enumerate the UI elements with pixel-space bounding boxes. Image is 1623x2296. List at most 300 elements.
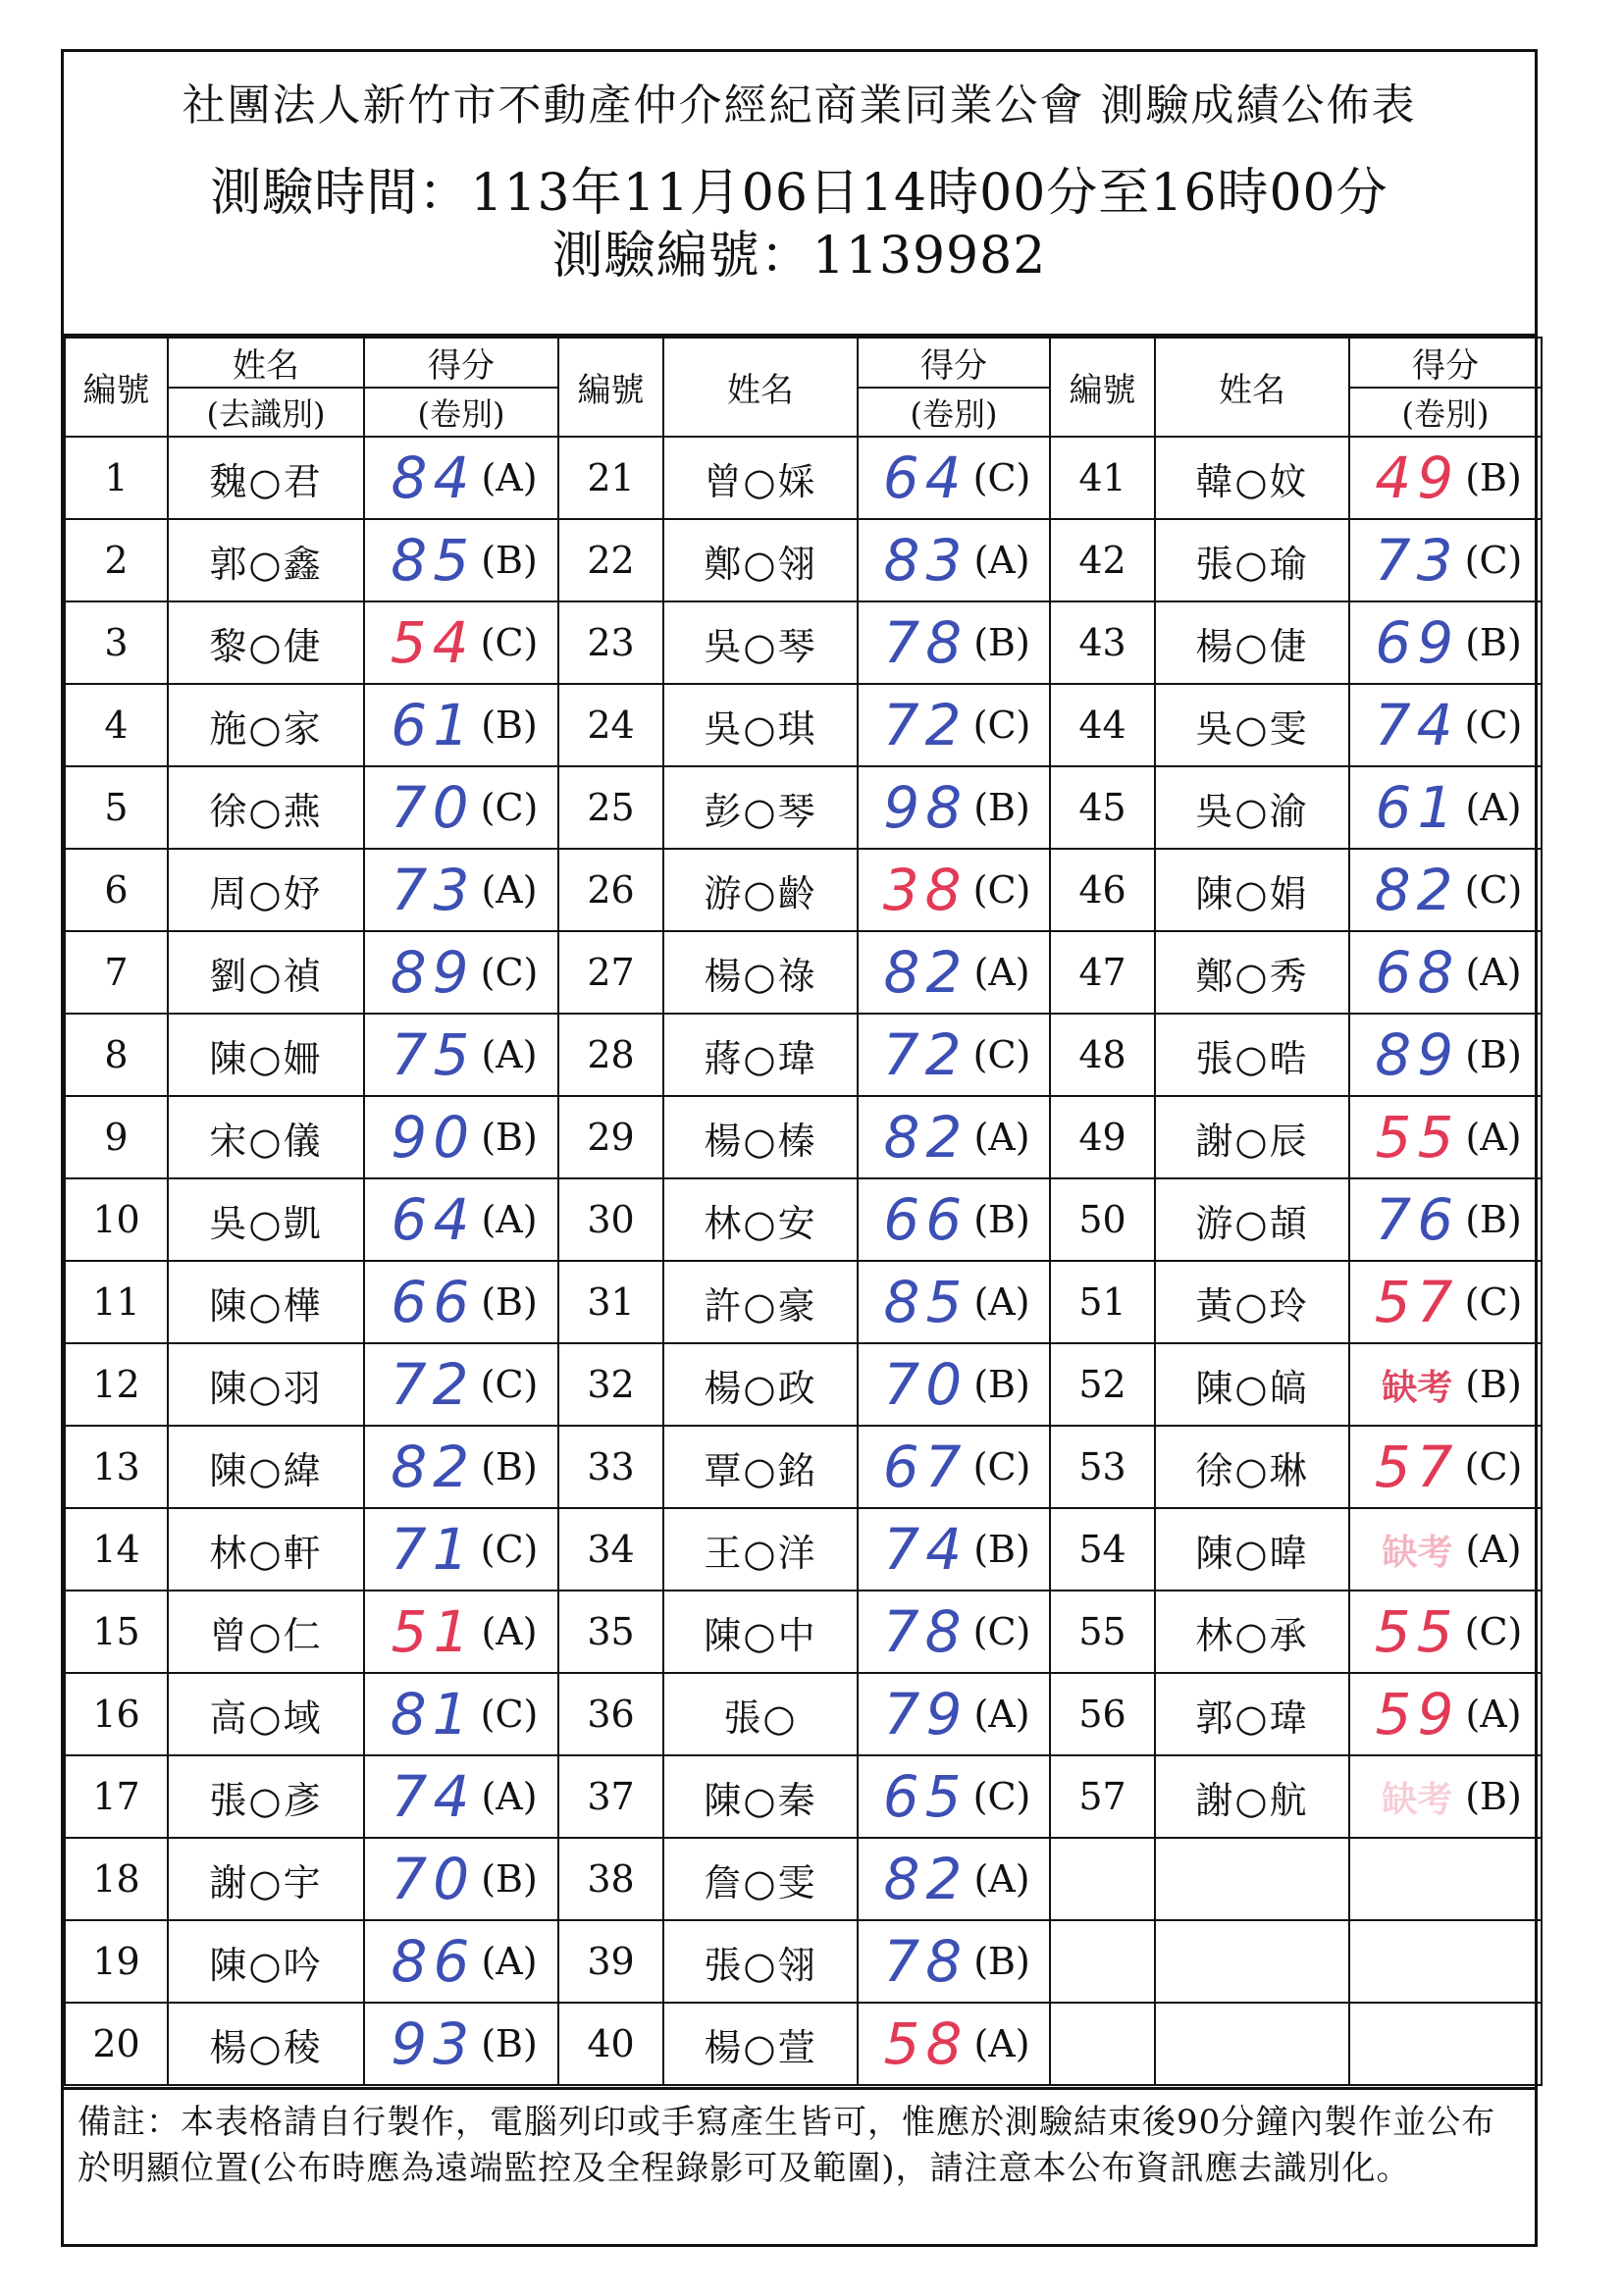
cell-score	[858, 2003, 1050, 2085]
paper-version: (C)	[480, 1693, 539, 1736]
paper-version: (B)	[1465, 621, 1522, 664]
score-value: 70	[390, 774, 475, 841]
paper-version: (C)	[972, 1610, 1031, 1653]
exam-time: 測驗時間：113年11月06日14時00分至16時00分	[210, 164, 1388, 223]
table-row	[65, 1178, 1542, 1261]
score-value: 74	[1374, 692, 1459, 758]
cell-score	[364, 1261, 558, 1343]
cell-score	[858, 1673, 1050, 1755]
cell-name: 施○家	[168, 684, 364, 766]
cell-score	[364, 1014, 558, 1096]
cell-number: 56	[1050, 1673, 1155, 1755]
table-row	[65, 931, 1542, 1014]
paper-version: (A)	[1465, 786, 1522, 829]
cell-score	[858, 766, 1050, 849]
cell-name: 黃○玲	[1155, 1261, 1349, 1343]
cell-score	[1349, 684, 1542, 766]
score-value: 85	[391, 527, 476, 594]
column-subheader-name: (去識別)	[168, 388, 364, 437]
score-value: 55	[1375, 1104, 1460, 1171]
cell-name: 陳○皜	[1155, 1343, 1349, 1426]
cell-name: 覃○銘	[663, 1426, 858, 1508]
cell-number: 12	[65, 1343, 168, 1426]
column-header-score: 得分	[364, 338, 558, 388]
cell-name: 吳○琪	[663, 684, 858, 766]
cell-name: 陳○娟	[1155, 849, 1349, 931]
cell-score	[364, 1508, 558, 1591]
cell-score	[364, 931, 558, 1014]
cell-number	[1050, 1838, 1155, 1920]
paper-version: (B)	[1465, 1198, 1522, 1241]
paper-version: (A)	[481, 1610, 538, 1653]
cell-number: 23	[558, 601, 663, 684]
cell-number: 10	[65, 1178, 168, 1261]
cell-name: 徐○燕	[168, 766, 364, 849]
paper-version: (A)	[973, 1857, 1030, 1901]
cell-number: 27	[558, 931, 663, 1014]
cell-score	[364, 684, 558, 766]
score-value: 74	[883, 1516, 969, 1583]
table-row	[65, 766, 1542, 849]
score-value: 70	[883, 1351, 969, 1418]
cell-score	[364, 766, 558, 849]
cell-name: 張○	[663, 1673, 858, 1755]
cell-score	[858, 1755, 1050, 1838]
table-row	[65, 1426, 1542, 1508]
cell-number: 31	[558, 1261, 663, 1343]
cell-score	[1349, 1096, 1542, 1178]
cell-score	[858, 1920, 1050, 2003]
cell-name: 謝○辰	[1155, 1096, 1349, 1178]
cell-number: 25	[558, 766, 663, 849]
cell-score	[1349, 2003, 1542, 2085]
paper-version: (A)	[973, 539, 1030, 582]
score-value: 64	[391, 1186, 476, 1253]
cell-number: 36	[558, 1673, 663, 1755]
cell-number: 38	[558, 1838, 663, 1920]
paper-version: (B)	[973, 1528, 1030, 1571]
cell-number: 40	[558, 2003, 663, 2085]
paper-version: (A)	[481, 868, 538, 912]
cell-name: 彭○琴	[663, 766, 858, 849]
score-value: 缺考	[1382, 1532, 1453, 1573]
cell-score	[364, 1920, 558, 2003]
paper-version: (B)	[481, 1445, 538, 1488]
exam-code: 測驗編號：1139982	[551, 227, 1047, 286]
score-value: 66	[883, 1186, 969, 1253]
cell-score	[1349, 1755, 1542, 1838]
score-value: 61	[1375, 774, 1460, 841]
paper-version: (A)	[481, 456, 538, 499]
column-header-score: 得分	[858, 338, 1050, 388]
cell-name: 高○域	[168, 1673, 364, 1755]
score-value: 70	[391, 1846, 476, 1912]
cell-number: 19	[65, 1920, 168, 2003]
paper-version: (C)	[1464, 1445, 1523, 1488]
paper-version: (B)	[973, 1363, 1030, 1406]
cell-score	[858, 1178, 1050, 1261]
cell-number: 37	[558, 1755, 663, 1838]
score-value: 72	[390, 1351, 475, 1418]
cell-name: 蔣○瑋	[663, 1014, 858, 1096]
score-value: 79	[883, 1681, 969, 1748]
score-value: 64	[882, 444, 968, 511]
paper-version: (A)	[1465, 1693, 1522, 1736]
paper-version: (C)	[480, 1363, 539, 1406]
cell-score	[364, 1838, 558, 1920]
cell-number: 16	[65, 1673, 168, 1755]
table-row	[65, 1096, 1542, 1178]
cell-score	[1349, 1673, 1542, 1755]
cell-name: 張○彥	[168, 1755, 364, 1838]
cell-name: 吳○琴	[663, 601, 858, 684]
cell-number: 6	[65, 849, 168, 931]
paper-version: (A)	[973, 1116, 1030, 1159]
cell-name: 韓○妏	[1155, 437, 1349, 519]
cell-name: 曾○婇	[663, 437, 858, 519]
cell-name: 許○豪	[663, 1261, 858, 1343]
table-row	[65, 1838, 1542, 1920]
cell-score	[364, 2003, 558, 2085]
score-value: 82	[1374, 857, 1459, 923]
score-value: 84	[391, 444, 476, 511]
cell-score	[858, 849, 1050, 931]
cell-score	[364, 1178, 558, 1261]
score-value: 57	[1374, 1269, 1459, 1335]
paper-version: (C)	[972, 456, 1031, 499]
paper-version: (C)	[972, 1445, 1031, 1488]
cell-name: 楊○榛	[663, 1096, 858, 1178]
cell-name: 王○洋	[663, 1508, 858, 1591]
cell-number: 48	[1050, 1014, 1155, 1096]
cell-name: 陳○姍	[168, 1014, 364, 1096]
cell-number: 52	[1050, 1343, 1155, 1426]
cell-number	[1050, 2003, 1155, 2085]
cell-name: 陳○吟	[168, 1920, 364, 2003]
score-value: 76	[1375, 1186, 1460, 1253]
cell-score	[1349, 1426, 1542, 1508]
footnote: 備註：本表格請自行製作，電腦列印或手寫產生皆可，惟應於測驗結束後90分鐘內製作並公布於明顯位置(公布時應為遠端監控及全程錄影可及範圍)，請注意本公布資訊應去識別化。	[64, 2087, 1535, 2244]
cell-score	[858, 1014, 1050, 1096]
cell-score	[1349, 1838, 1542, 1920]
cell-number: 24	[558, 684, 663, 766]
cell-score	[1349, 1178, 1542, 1261]
cell-name: 郭○瑋	[1155, 1673, 1349, 1755]
paper-version: (B)	[481, 704, 538, 747]
cell-score	[364, 1591, 558, 1673]
table-row	[65, 2003, 1542, 2085]
cell-score	[364, 1755, 558, 1838]
column-subheader-score: (卷別)	[364, 388, 558, 437]
score-value: 59	[1375, 1681, 1460, 1748]
table-row	[65, 1755, 1542, 1838]
table-row	[65, 1343, 1542, 1426]
cell-number: 2	[65, 519, 168, 601]
cell-score	[1349, 519, 1542, 601]
cell-name	[1155, 2003, 1349, 2085]
score-value: 67	[882, 1434, 968, 1500]
cell-score	[858, 1096, 1050, 1178]
paper-version: (C)	[972, 704, 1031, 747]
cell-name: 張○瑜	[1155, 519, 1349, 601]
paper-version: (B)	[1465, 1775, 1522, 1818]
cell-number: 53	[1050, 1426, 1155, 1508]
cell-number: 15	[65, 1591, 168, 1673]
score-value: 72	[882, 692, 968, 758]
score-sheet	[61, 49, 1538, 2247]
score-value: 57	[1374, 1434, 1459, 1500]
cell-score	[858, 1508, 1050, 1591]
cell-score	[1349, 766, 1542, 849]
table-row	[65, 684, 1542, 766]
cell-number: 1	[65, 437, 168, 519]
cell-number: 30	[558, 1178, 663, 1261]
cell-score	[1349, 1508, 1542, 1591]
paper-version: (A)	[973, 1280, 1030, 1324]
paper-version: (A)	[1465, 951, 1522, 994]
score-value: 38	[882, 857, 968, 923]
cell-name: 陳○羽	[168, 1343, 364, 1426]
cell-score	[858, 931, 1050, 1014]
cell-name: 曾○仁	[168, 1591, 364, 1673]
score-table	[64, 337, 1543, 2086]
cell-name: 陳○秦	[663, 1755, 858, 1838]
cell-name: 楊○政	[663, 1343, 858, 1426]
cell-name: 劉○禎	[168, 931, 364, 1014]
cell-number: 41	[1050, 437, 1155, 519]
cell-score	[858, 437, 1050, 519]
score-value: 73	[391, 857, 476, 923]
cell-score	[1349, 1920, 1542, 2003]
cell-name: 宋○儀	[168, 1096, 364, 1178]
paper-version: (B)	[973, 621, 1030, 664]
table-body	[65, 437, 1542, 2085]
paper-version: (C)	[480, 1528, 539, 1571]
paper-version: (C)	[1464, 704, 1523, 747]
cell-score	[364, 1426, 558, 1508]
table-row	[65, 1673, 1542, 1755]
cell-score	[364, 849, 558, 931]
cell-number: 8	[65, 1014, 168, 1096]
paper-version: (A)	[481, 1033, 538, 1076]
score-value: 71	[390, 1516, 475, 1583]
table-header-row	[65, 338, 1542, 388]
cell-number: 14	[65, 1508, 168, 1591]
table-row	[65, 1014, 1542, 1096]
cell-score	[1349, 1261, 1542, 1343]
paper-version: (B)	[481, 1857, 538, 1901]
paper-version: (B)	[481, 1280, 538, 1324]
score-value: 69	[1375, 609, 1460, 676]
score-value: 86	[391, 1928, 476, 1995]
column-header-name: 姓名	[168, 338, 364, 388]
score-value: 73	[1374, 527, 1459, 594]
paper-version: (B)	[481, 539, 538, 582]
cell-score	[858, 1426, 1050, 1508]
paper-version: (B)	[481, 1116, 538, 1159]
score-value: 82	[391, 1434, 476, 1500]
table-row	[65, 1261, 1542, 1343]
cell-name	[1155, 1920, 1349, 2003]
cell-name: 陳○緯	[168, 1426, 364, 1508]
score-value: 82	[883, 939, 969, 1006]
column-header-number: 編號	[558, 338, 663, 437]
score-value: 66	[391, 1269, 476, 1335]
paper-version: (C)	[1464, 868, 1523, 912]
cell-number: 7	[65, 931, 168, 1014]
cell-score	[858, 601, 1050, 684]
paper-version: (A)	[1465, 1528, 1522, 1571]
paper-version: (B)	[973, 1198, 1030, 1241]
cell-number: 49	[1050, 1096, 1155, 1178]
score-value: 74	[391, 1763, 476, 1830]
cell-name: 陳○中	[663, 1591, 858, 1673]
cell-number: 46	[1050, 849, 1155, 931]
score-value: 75	[391, 1021, 476, 1088]
paper-version: (B)	[1465, 1363, 1522, 1406]
cell-number: 55	[1050, 1591, 1155, 1673]
cell-name: 鄭○翎	[663, 519, 858, 601]
column-header-number: 編號	[65, 338, 168, 437]
paper-version: (C)	[1464, 1280, 1523, 1324]
cell-number: 17	[65, 1755, 168, 1838]
cell-name: 楊○萱	[663, 2003, 858, 2085]
sheet-title: 社團法人新竹市不動產仲介經紀商業同業公會 測驗成績公佈表	[182, 80, 1417, 130]
column-header-score: 得分	[1349, 338, 1542, 388]
cell-number: 43	[1050, 601, 1155, 684]
score-value: 缺考	[1382, 1367, 1453, 1408]
score-value: 55	[1374, 1598, 1459, 1665]
score-value: 90	[391, 1104, 476, 1171]
paper-version: (B)	[1465, 1033, 1522, 1076]
cell-name: 游○齡	[663, 849, 858, 931]
score-value: 82	[883, 1104, 969, 1171]
column-header-number: 編號	[1050, 338, 1155, 437]
cell-score	[364, 601, 558, 684]
cell-score	[858, 684, 1050, 766]
table-row	[65, 1591, 1542, 1673]
score-value: 54	[390, 609, 475, 676]
score-value: 98	[883, 774, 969, 841]
column-header-name: 姓名	[1155, 338, 1349, 437]
cell-name: 鄭○秀	[1155, 931, 1349, 1014]
cell-number: 34	[558, 1508, 663, 1591]
score-value: 78	[883, 1928, 969, 1995]
cell-name: 魏○君	[168, 437, 364, 519]
cell-number: 57	[1050, 1755, 1155, 1838]
table-row	[65, 437, 1542, 519]
cell-number: 39	[558, 1920, 663, 2003]
score-value: 72	[882, 1021, 968, 1088]
cell-name: 詹○雯	[663, 1838, 858, 1920]
score-value: 82	[883, 1846, 969, 1912]
sheet-header	[64, 52, 1535, 337]
cell-number: 50	[1050, 1178, 1155, 1261]
score-value: 缺考	[1382, 1779, 1453, 1820]
paper-version: (A)	[481, 1940, 538, 1983]
paper-version: (A)	[973, 2022, 1030, 2065]
score-value: 51	[391, 1598, 476, 1665]
cell-score	[364, 437, 558, 519]
paper-version: (C)	[480, 621, 539, 664]
paper-version: (C)	[972, 1775, 1031, 1818]
cell-number: 29	[558, 1096, 663, 1178]
cell-number: 11	[65, 1261, 168, 1343]
score-value: 78	[882, 1598, 968, 1665]
paper-version: (B)	[973, 1940, 1030, 1983]
cell-number: 35	[558, 1591, 663, 1673]
score-value: 65	[882, 1763, 968, 1830]
cell-name: 吳○凱	[168, 1178, 364, 1261]
cell-name: 吳○渝	[1155, 766, 1349, 849]
paper-version: (C)	[972, 868, 1031, 912]
cell-name: 游○頡	[1155, 1178, 1349, 1261]
paper-version: (A)	[973, 1693, 1030, 1736]
cell-score	[364, 1096, 558, 1178]
score-value: 83	[883, 527, 969, 594]
cell-name: 謝○宇	[168, 1838, 364, 1920]
paper-version: (B)	[481, 2022, 538, 2065]
cell-score	[1349, 1343, 1542, 1426]
cell-score	[858, 1591, 1050, 1673]
cell-name: 林○承	[1155, 1591, 1349, 1673]
cell-score	[858, 519, 1050, 601]
column-subheader-score: (卷別)	[1349, 388, 1542, 437]
cell-number: 5	[65, 766, 168, 849]
score-value: 78	[883, 609, 969, 676]
score-value: 68	[1375, 939, 1460, 1006]
cell-score	[364, 1673, 558, 1755]
cell-name: 楊○稜	[168, 2003, 364, 2085]
cell-name: 郭○鑫	[168, 519, 364, 601]
cell-name	[1155, 1838, 1349, 1920]
cell-name: 張○晧	[1155, 1014, 1349, 1096]
cell-name: 林○軒	[168, 1508, 364, 1591]
paper-version: (C)	[1464, 539, 1523, 582]
cell-number: 51	[1050, 1261, 1155, 1343]
cell-name: 徐○琳	[1155, 1426, 1349, 1508]
cell-score	[1349, 931, 1542, 1014]
cell-name: 陳○暐	[1155, 1508, 1349, 1591]
cell-number: 9	[65, 1096, 168, 1178]
cell-score	[1349, 601, 1542, 684]
cell-number: 28	[558, 1014, 663, 1096]
paper-version: (C)	[1464, 1610, 1523, 1653]
paper-version: (A)	[481, 1198, 538, 1241]
cell-number: 47	[1050, 931, 1155, 1014]
cell-name: 陳○樺	[168, 1261, 364, 1343]
cell-score	[1349, 1014, 1542, 1096]
score-value: 81	[390, 1681, 475, 1748]
column-subheader-score: (卷別)	[858, 388, 1050, 437]
cell-name: 吳○雯	[1155, 684, 1349, 766]
cell-number: 45	[1050, 766, 1155, 849]
score-value: 89	[1375, 1021, 1460, 1088]
cell-score	[1349, 1591, 1542, 1673]
table-row	[65, 601, 1542, 684]
cell-number: 33	[558, 1426, 663, 1508]
paper-version: (C)	[972, 1033, 1031, 1076]
cell-number: 42	[1050, 519, 1155, 601]
cell-number: 22	[558, 519, 663, 601]
table-row	[65, 1508, 1542, 1591]
table-row	[65, 1920, 1542, 2003]
cell-number	[1050, 1920, 1155, 2003]
cell-number: 44	[1050, 684, 1155, 766]
cell-name: 林○安	[663, 1178, 858, 1261]
paper-version: (A)	[481, 1775, 538, 1818]
score-value: 85	[883, 1269, 969, 1335]
